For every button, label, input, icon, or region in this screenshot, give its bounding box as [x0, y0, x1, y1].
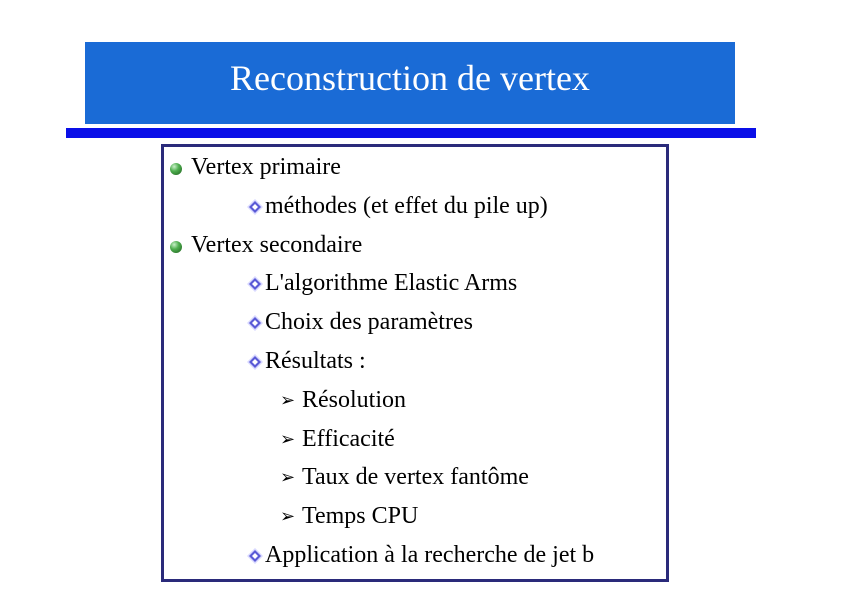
diamond-bullet-icon — [247, 276, 263, 292]
outline-item-level-2: L'algorithme Elastic Arms — [265, 270, 518, 297]
outline-item-level-2: méthodes (et effet du pile up) — [265, 192, 548, 219]
green-sphere-bullet-icon — [170, 163, 182, 175]
arrow-bullet-icon: ➢ — [280, 428, 296, 450]
outline-item-level-3: Taux de vertex fantôme — [302, 464, 529, 491]
green-sphere-bullet-icon — [170, 241, 182, 253]
title-underline-rule — [66, 128, 756, 138]
title-bar — [85, 42, 735, 124]
outline-item-level-3: Résolution — [302, 386, 407, 413]
arrow-bullet-icon: ➢ — [280, 389, 296, 411]
diamond-bullet-icon — [247, 548, 263, 564]
outline-item-level-1: Vertex secondaire — [191, 231, 363, 258]
outline-item-level-2: Choix des paramètres — [265, 309, 473, 336]
outline-item-level-2: Application à la recherche de jet b — [265, 542, 595, 568]
outline-item-level-1: Vertex primaire — [191, 154, 341, 180]
outline-item-level-2: Résultats : — [265, 348, 366, 374]
arrow-bullet-icon: ➢ — [280, 506, 296, 528]
diamond-bullet-icon — [247, 315, 263, 331]
outline-item-level-3: Temps CPU — [302, 503, 419, 530]
arrow-bullet-icon: ➢ — [280, 467, 296, 489]
diamond-bullet-icon — [247, 199, 263, 215]
slide-title: Reconstruction de vertex — [230, 58, 590, 98]
outline-item-level-3: Efficacité — [302, 425, 395, 452]
diamond-bullet-icon — [247, 354, 263, 370]
